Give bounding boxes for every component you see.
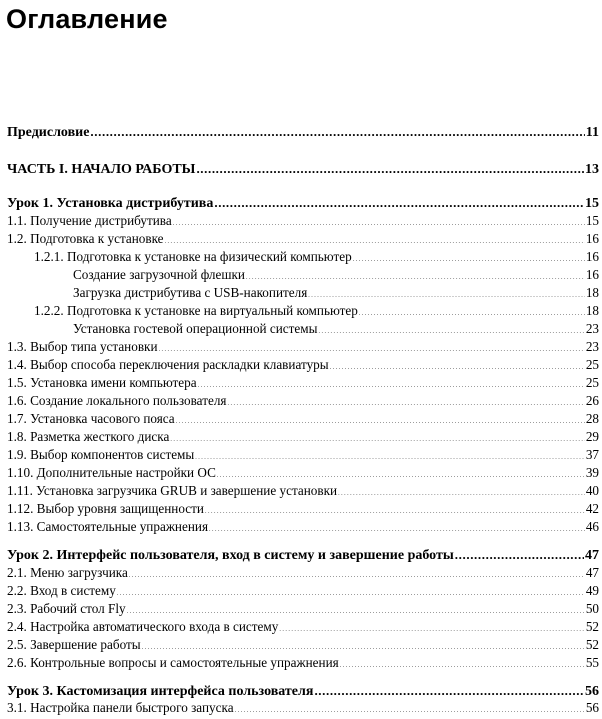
toc-entry-page: 47	[585, 565, 599, 580]
toc-entry-lesson-1[interactable]	[0, 195, 599, 212]
toc-entry[interactable]	[0, 501, 599, 520]
toc-entry-page: 16	[585, 267, 599, 282]
toc-entry-title: 3.1. Настройка панели быстрого запуска	[7, 700, 234, 715]
dot-leader	[338, 483, 585, 502]
toc-entry-lesson-3[interactable]	[0, 683, 599, 700]
toc-entry-title: 1.3. Выбор типа установки	[7, 339, 158, 354]
dot-leader	[176, 411, 585, 430]
toc-entry[interactable]	[0, 321, 599, 340]
toc-entry[interactable]	[0, 583, 599, 602]
dot-leader	[129, 565, 585, 584]
dot-leader	[314, 683, 584, 700]
toc-entry-title: 1.7. Установка часового пояса	[7, 411, 175, 426]
toc-entry-page: 26	[585, 393, 599, 408]
toc-entry-title: 1.9. Выбор компонентов системы	[7, 447, 195, 462]
dot-leader	[195, 447, 585, 466]
toc-entry-page: 28	[585, 411, 599, 426]
toc-entry[interactable]	[0, 339, 599, 358]
dot-leader	[246, 267, 585, 286]
dot-leader	[330, 357, 585, 376]
toc-entry[interactable]	[0, 519, 599, 538]
toc-entry-title: 2.5. Завершение работы	[7, 637, 141, 652]
toc-entry[interactable]	[0, 565, 599, 584]
toc-entry-title: 1.2.1. Подготовка к установке на физический компьютер	[34, 249, 352, 264]
toc-entry-title: Предисловие	[7, 125, 90, 140]
toc-entry-page: 11	[585, 125, 599, 140]
toc-entry[interactable]	[0, 357, 599, 376]
dot-leader	[170, 429, 584, 448]
toc-entry-title: Урок 3. Кастомизация интерфейса пользователя	[7, 684, 314, 699]
toc-entry-title: 1.12. Выбор уровня защищенности	[7, 501, 204, 516]
toc-entry[interactable]	[0, 231, 599, 250]
toc-entry-page: 50	[585, 601, 599, 616]
dot-leader	[159, 339, 585, 358]
dot-leader	[340, 655, 585, 674]
toc-entry-page: 46	[585, 519, 599, 534]
toc-entry-page: 47	[585, 548, 599, 563]
toc-entry-page: 56	[585, 700, 599, 715]
toc-entry[interactable]	[0, 637, 599, 656]
toc-entry-title: 1.2.2. Подготовка к установке на виртуальный компьютер	[34, 303, 358, 318]
toc-entry-page: 52	[585, 619, 599, 634]
toc-entry[interactable]	[0, 285, 599, 304]
dot-leader	[279, 619, 585, 638]
dot-leader	[90, 124, 584, 141]
toc-entry[interactable]	[0, 249, 599, 268]
toc-entry[interactable]	[0, 619, 599, 638]
toc-entry-page: 13	[585, 162, 599, 177]
toc-entry-title: Установка гостевой операционной системы	[73, 321, 318, 336]
dot-leader	[142, 637, 585, 656]
toc-entry-title: ЧАСТЬ I. НАЧАЛО РАБОТЫ	[7, 162, 196, 177]
toc-entry-page: 29	[585, 429, 599, 444]
dot-leader	[235, 700, 585, 719]
dot-leader	[353, 249, 585, 268]
toc-entry[interactable]	[0, 213, 599, 232]
toc-entry-page: 55	[585, 655, 599, 670]
dot-leader	[318, 321, 584, 340]
dot-leader	[214, 195, 584, 212]
toc-entry-preface[interactable]	[0, 124, 599, 141]
toc-entry[interactable]	[0, 601, 599, 620]
dot-leader	[359, 303, 585, 322]
toc-entry-title: 1.5. Установка имени компьютера	[7, 375, 197, 390]
toc-entry-title: 1.6. Создание локального пользователя	[7, 393, 227, 408]
toc-entry-title: 2.6. Контрольные вопросы и самостоятельные упражнения	[7, 655, 339, 670]
toc-entry-page: 56	[585, 684, 599, 699]
toc-entry[interactable]	[0, 447, 599, 466]
toc-entry-page: 25	[585, 375, 599, 390]
toc-entry-title: Создание загрузочной флешки	[73, 267, 245, 282]
toc-entry-page: 18	[585, 303, 599, 318]
toc-entry-title: 1.4. Выбор способа переключения раскладки клавиатуры	[7, 357, 329, 372]
dot-leader	[127, 601, 585, 620]
toc-entry-page: 39	[585, 465, 599, 480]
dot-leader	[205, 501, 585, 520]
toc-entry-title: 2.4. Настройка автоматического входа в систему	[7, 619, 279, 634]
toc-entry-page: 42	[585, 501, 599, 516]
dot-leader	[455, 547, 584, 564]
toc-entry[interactable]	[0, 483, 599, 502]
toc-entry-title: Урок 2. Интерфейс пользователя, вход в систему и завершение работы	[7, 548, 454, 563]
toc-entry[interactable]	[0, 465, 599, 484]
toc-entry-page: 23	[585, 339, 599, 354]
dot-leader	[173, 213, 585, 232]
dot-leader	[198, 375, 585, 394]
dot-leader	[209, 519, 585, 538]
toc-entry-page: 23	[585, 321, 599, 336]
toc-entry-page: 16	[585, 249, 599, 264]
toc-entry-page: 49	[585, 583, 599, 598]
dot-leader	[165, 231, 585, 250]
toc-entry-page: 15	[585, 196, 599, 211]
toc-entry-title: 1.2. Подготовка к установке	[7, 231, 164, 246]
toc-entry-title: 2.1. Меню загрузчика	[7, 565, 128, 580]
toc-entry-page: 40	[585, 483, 599, 498]
toc-entry-page: 16	[585, 231, 599, 246]
toc-entry-page: 25	[585, 357, 599, 372]
toc-entry[interactable]	[0, 411, 599, 430]
toc-entry-part-1[interactable]	[0, 161, 599, 178]
toc-entry[interactable]	[0, 429, 599, 448]
dot-leader	[217, 465, 585, 484]
toc-entry[interactable]	[0, 655, 599, 674]
toc-entry-page: 18	[585, 285, 599, 300]
page-title: Оглавление	[6, 4, 168, 34]
toc-entry[interactable]	[0, 375, 599, 394]
toc-entry-page: 52	[585, 637, 599, 652]
toc-entry-title: 2.3. Рабочий стол Fly	[7, 601, 126, 616]
toc-entry-page: 15	[585, 213, 599, 228]
toc-entry[interactable]	[0, 267, 599, 286]
toc-entry-title: 1.1. Получение дистрибутива	[7, 213, 172, 228]
toc-entry-title: Урок 1. Установка дистрибутива	[7, 196, 214, 211]
toc-entry-title: 1.13. Самостоятельные упражнения	[7, 519, 209, 534]
toc-entry[interactable]	[0, 393, 599, 412]
toc-entry-title: 1.8. Разметка жесткого диска	[7, 429, 170, 444]
toc-entry[interactable]	[0, 303, 599, 322]
dot-leader	[227, 393, 584, 412]
toc-entry[interactable]	[0, 700, 599, 719]
dot-leader	[117, 583, 585, 602]
toc-entry-title: 1.10. Дополнительные настройки ОС	[7, 465, 216, 480]
toc-entry-page: 37	[585, 447, 599, 462]
dot-leader	[308, 285, 585, 304]
dot-leader	[196, 161, 584, 178]
toc-entry-lesson-2[interactable]	[0, 547, 599, 564]
toc-entry-title: 2.2. Вход в систему	[7, 583, 116, 598]
toc-entry-title: Загрузка дистрибутива с USB-накопителя	[73, 285, 308, 300]
toc-entry-title: 1.11. Установка загрузчика GRUB и завершение установки	[7, 483, 338, 498]
